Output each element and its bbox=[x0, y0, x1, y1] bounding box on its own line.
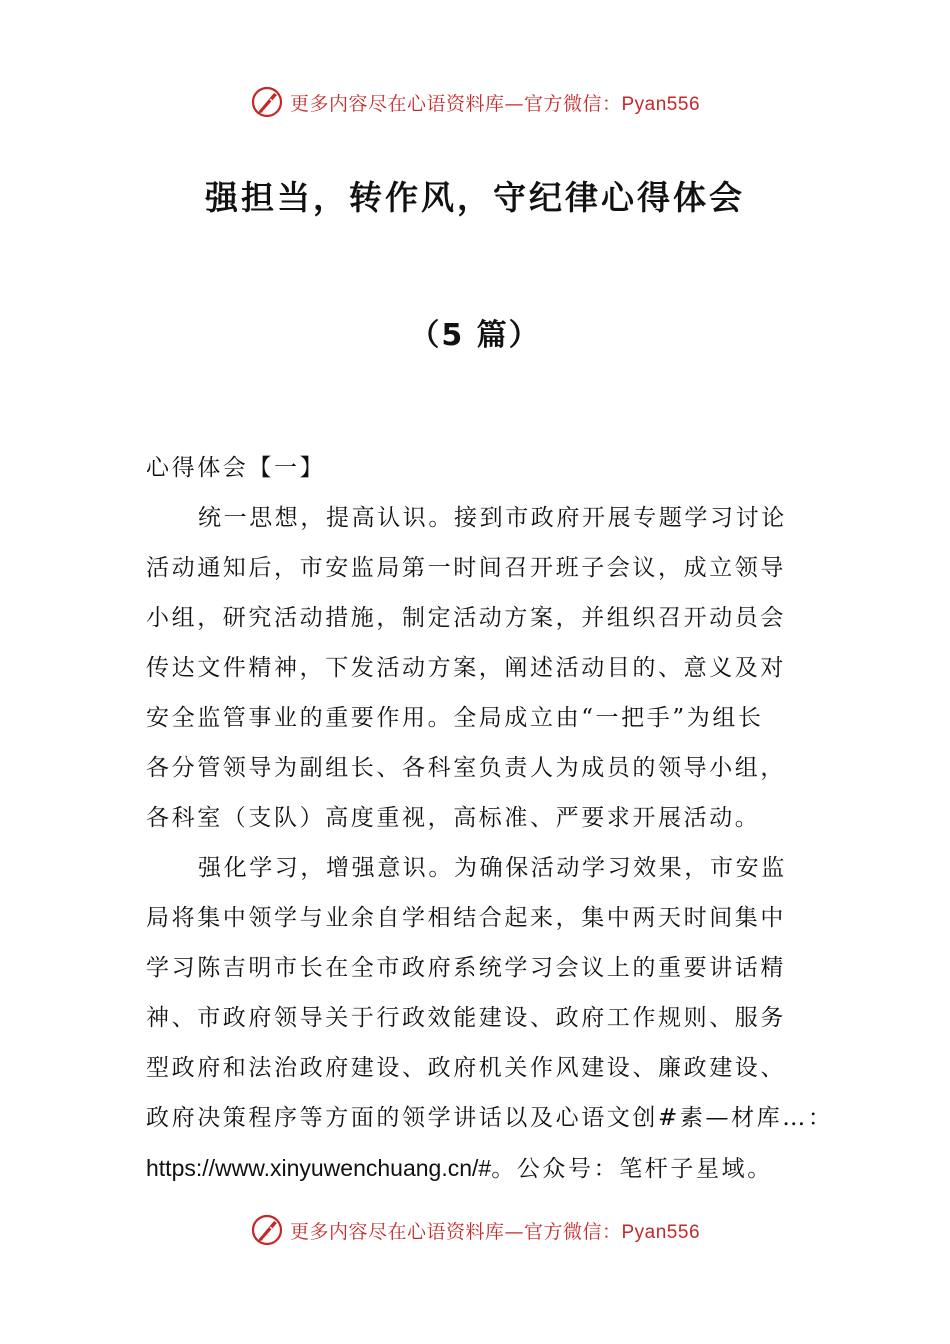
text-line: 小组，研究活动措施，制定活动方案，并组织召开动员会 bbox=[146, 605, 786, 631]
text-line: 学习陈吉明市长在全市政府系统学习会议上的重要讲话精 bbox=[146, 955, 786, 981]
watermark-text: 更多内容尽在心语资料库—官方微信：Pyan556 bbox=[289, 1220, 701, 1243]
text-line: 局将集中领学与业余自学相结合起来，集中两天时间集中 bbox=[146, 905, 786, 931]
text-line: 传达文件精神，下发活动方案，阐述活动目的、意义及对 bbox=[146, 655, 786, 681]
text-line-last bbox=[146, 1143, 814, 1194]
text-line: 强化学习，增强意识。为确保活动学习效果，市安监 bbox=[198, 855, 787, 881]
text-line: 活动通知后，市安监局第一时间召开班子会议，成立领导 bbox=[146, 555, 786, 581]
paragraph-2 bbox=[146, 843, 834, 1194]
text-line: 神、市政府领导关于行政效能建设、政府工作规则、服务 bbox=[146, 1005, 786, 1031]
watermark-text: 更多内容尽在心语资料库—官方微信：Pyan556 bbox=[289, 92, 701, 115]
watermark-banner-bottom bbox=[0, 1212, 950, 1248]
document-subtitle: （5 篇） bbox=[409, 318, 541, 353]
text-line: 安全监管事业的重要作用。全局成立由“一把手”为组长 bbox=[146, 705, 764, 731]
quill-pen-logo-icon bbox=[250, 1213, 284, 1247]
url-text: https://www.xinyuwenchuang.cn/# bbox=[146, 1155, 492, 1181]
text-line-rest: 。公众号：笔杆子星域。 bbox=[491, 1156, 773, 1182]
document-title: 强担当，转作风，守纪律心得体会 bbox=[205, 178, 745, 217]
document-body bbox=[146, 443, 834, 1194]
paragraph-1 bbox=[146, 493, 814, 843]
watermark-banner-top bbox=[0, 84, 950, 120]
text-line: 政府决策程序等方面的领学讲话以及心语文创#素—材库…： bbox=[146, 1105, 834, 1131]
text-line: 统一思想，提高认识。接到市政府开展专题学习讨论 bbox=[198, 505, 787, 531]
text-line: 各分管领导为副组长、各科室负责人为成员的领导小组， bbox=[146, 755, 786, 781]
quill-pen-logo-icon bbox=[250, 85, 284, 119]
text-line: 型政府和法治政府建设、政府机关作风建设、廉政建设、 bbox=[146, 1055, 786, 1081]
section-heading: 心得体会【一】 bbox=[146, 455, 326, 481]
text-line: 各科室（支队）高度重视，高标准、严要求开展活动。 bbox=[146, 805, 761, 831]
